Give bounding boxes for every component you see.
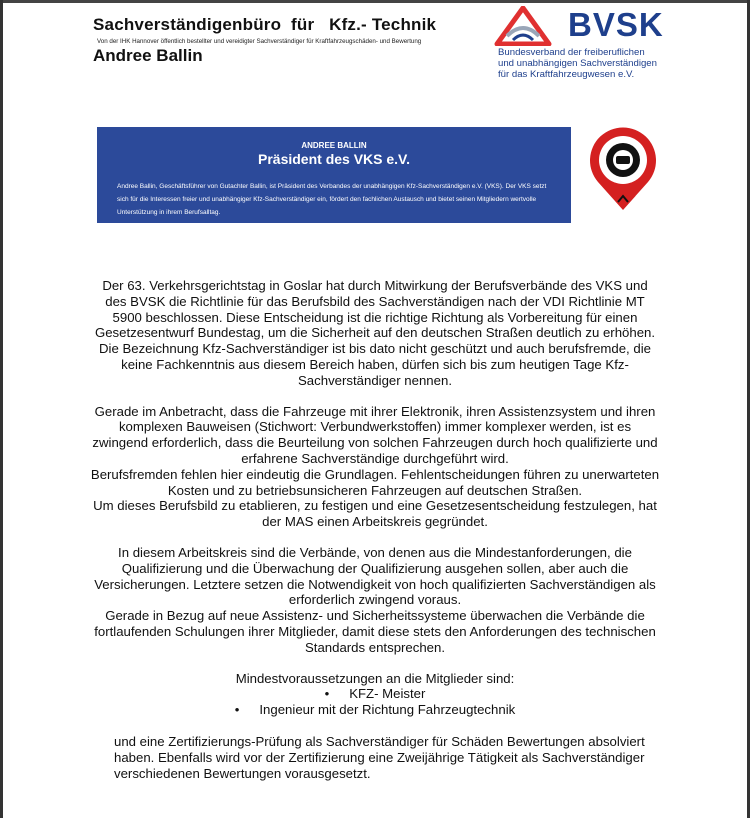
header-title: Sachverständigenbüro für Kfz.- Technik	[93, 15, 437, 34]
paragraph: Der 63. Verkehrsgerichtstag in Goslar hat durch Mitwirkung der Berufsverbände des VKS und des BVSK die Richtlinie für das Berufsbild des Sachverständigen nach der VDI Richtlinie MT 5900 beschlossen. Diese Entscheidung ist die richtige Richtung als Vorbereitung für einen Gesetzesentwurf Bundestag, um die Sicherheit auf den deutschen Straßen deutlich zu erhöhen.	[94, 278, 656, 341]
vks-seal-icon	[588, 126, 658, 212]
bullet-icon: •	[234, 702, 240, 718]
paragraph: Berufsfremden fehlen hier eindeutig die Grundlagen. Fehlentscheidungen führen zu unerwarteten Kosten und zu betriebsunsicheren Fahrzeugen auf deutschen Straßen.	[90, 466, 660, 498]
bvsk-logo-icon	[493, 6, 553, 46]
bvsk-description	[498, 47, 708, 80]
list-item-text: KFZ- Meister	[349, 686, 426, 702]
list-item	[90, 702, 660, 718]
paragraph: Die Bezeichnung Kfz-Sachverständiger ist bis dato nicht geschützt und auch berufsfremde, die keine Fachkenntnis aus diesem Bereich haben, dürfen sich bis zum heutigen Tage Kfz-Sachverständiger nennen.	[99, 341, 651, 388]
top-border	[0, 0, 750, 3]
requirements-list	[90, 686, 660, 718]
header-name: Andree Ballin	[93, 46, 203, 65]
left-border	[0, 0, 3, 818]
banner-name: ANDREE BALLIN	[301, 141, 367, 150]
list-intro: Mindestvoraussetzungen an die Mitglieder sind:	[235, 670, 515, 686]
list-item	[90, 686, 660, 702]
banner-title: Präsident des VKS e.V.	[258, 151, 410, 167]
paragraph: Gerade in Bezug auf neue Assistenz- und Sicherheitssysteme überwachen die Verbände die fortlaufenden Schulungen ihrer Mitglieder, damit diese stets den Anforderungen des technischen Standards entsprechen.	[94, 608, 656, 655]
banner-text: Andree Ballin, Geschäftsführer von Gutachter Ballin, ist Präsident des Verbandes der unabhängigen Kfz-Sachverständigen e.V. (VKS). Der VKS setzt sich für die Interessen freier und unabhängiger Kfz-Sachverständiger ein, fördert den fachlichen Austausch und bietet seinen Mitgliedern wertvolle Unterstützung in ihrem Berufsalltag.	[117, 183, 547, 216]
list-item-text: Ingenieur mit der Richtung Fahrzeugtechnik	[259, 702, 516, 718]
bvsk-wordmark: BVSK	[568, 6, 664, 43]
president-banner	[97, 127, 571, 223]
closing-paragraph: und eine Zertifizierungs-Prüfung als Sachverständiger für Schäden Bewertungen absolviert haben. Ebenfalls wird vor der Zertifizierung eine Zweijährige Tätigkeit als Sachverständiger verschiedenen Bewertungen vorausgesetzt.	[114, 733, 645, 781]
paragraph: Um dieses Berufsbild zu etablieren, zu festigen und eine Gesetzesentscheidung festzulegen, hat der MAS einen Arbeitskreis gegründet.	[93, 498, 657, 530]
header-subtitle: Von der IHK Hannover öffentlich bestellter und vereidigter Sachverständiger für Kraftfahrzeugschäden- und Bewertung	[97, 38, 422, 45]
main-text	[90, 278, 660, 781]
bvsk-desc-line: und unabhängigen Sachverständigen	[498, 58, 657, 69]
bvsk-desc-line: Bundesverband der freiberuflichen	[498, 47, 645, 58]
paragraph: In diesem Arbeitskreis sind die Verbände, von denen aus die Mindestanforderungen, die Qualifizierung und die Überwachung der Qualifizierung ausgehen sollen, aber auch die Versicherungen. Letztere setzen die Notwendigkeit von hoch qualifizierten Sachverständigen als erforderlich zwingend voraus.	[94, 544, 656, 608]
bullet-icon: •	[324, 686, 330, 702]
bvsk-desc-line: für das Kraftfahrzeugwesen e.V.	[498, 69, 635, 80]
paragraph: Gerade im Anbetracht, dass die Fahrzeuge mit ihrer Elektronik, ihren Assistenzsystem und ihren komplexen Bauweisen (Stichwort: Verbundwerkstoffen) immer komplexer werden, ist es zwingend erforderlich, dass die Beurteilung von solchen Fahrzeugen durch hoch qualifizierte und erfahrene Sachverständige durchgeführt wird.	[92, 403, 658, 466]
